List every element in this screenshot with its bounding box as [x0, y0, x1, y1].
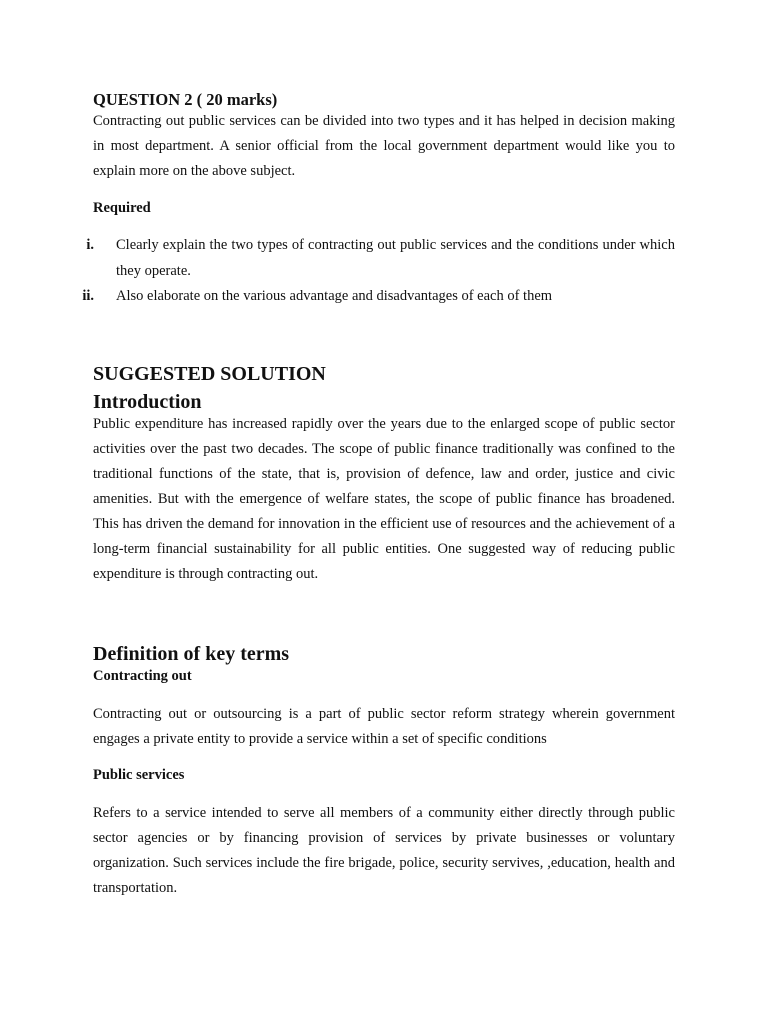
required-item-1-text: Clearly explain the two types of contracting out public services and the conditions under which they operate.	[116, 237, 675, 279]
list-marker-1: i.	[86, 237, 94, 253]
contracting-out-definition: Contracting out or outsourcing is a part of public sector reform strategy wherein government engages a private entity to provide a service within a set of specific conditions	[93, 706, 675, 747]
required-item-2-text: Also elaborate on the various advantage and disadvantages of each of them	[116, 288, 553, 304]
list-marker-2: ii.	[82, 288, 94, 304]
definitions-heading: Definition of key terms	[93, 643, 290, 665]
question-title: QUESTION 2 ( 20 marks)	[93, 90, 278, 109]
required-label: Required	[93, 200, 151, 216]
public-services-term: Public services	[93, 767, 185, 783]
contracting-out-term: Contracting out	[93, 668, 192, 684]
introduction-text: Public expenditure has increased rapidly over the years due to the enlarged scope of public sector activities over the past two decades. The scope of public finance traditionally was confined to the traditional functions of the state, that is, provision of defence, law and order, justice and civic amenities. But with the emergence of welfare states, the scope of public finance has broadened. This has driven the demand for innovation in the efficient use of resources and the achievement of a long-term financial sustainability for all public entities. One suggested way of reducing public expenditure is through contracting out.	[93, 416, 675, 582]
suggested-solution-heading: SUGGESTED SOLUTION	[93, 363, 326, 385]
public-services-definition: Refers to a service intended to serve all members of a community either directly through public sector agencies or by financing provision of services by private businesses or voluntary organization. Such services include the fire brigade, police, security servives, ,education, health and transportation.	[93, 805, 675, 896]
introduction-heading: Introduction	[93, 391, 202, 413]
question-text: Contracting out public services can be divided into two types and it has helped in decision making in most department. A senior official from the local government department would like you to explain more on the above subject.	[93, 113, 675, 179]
